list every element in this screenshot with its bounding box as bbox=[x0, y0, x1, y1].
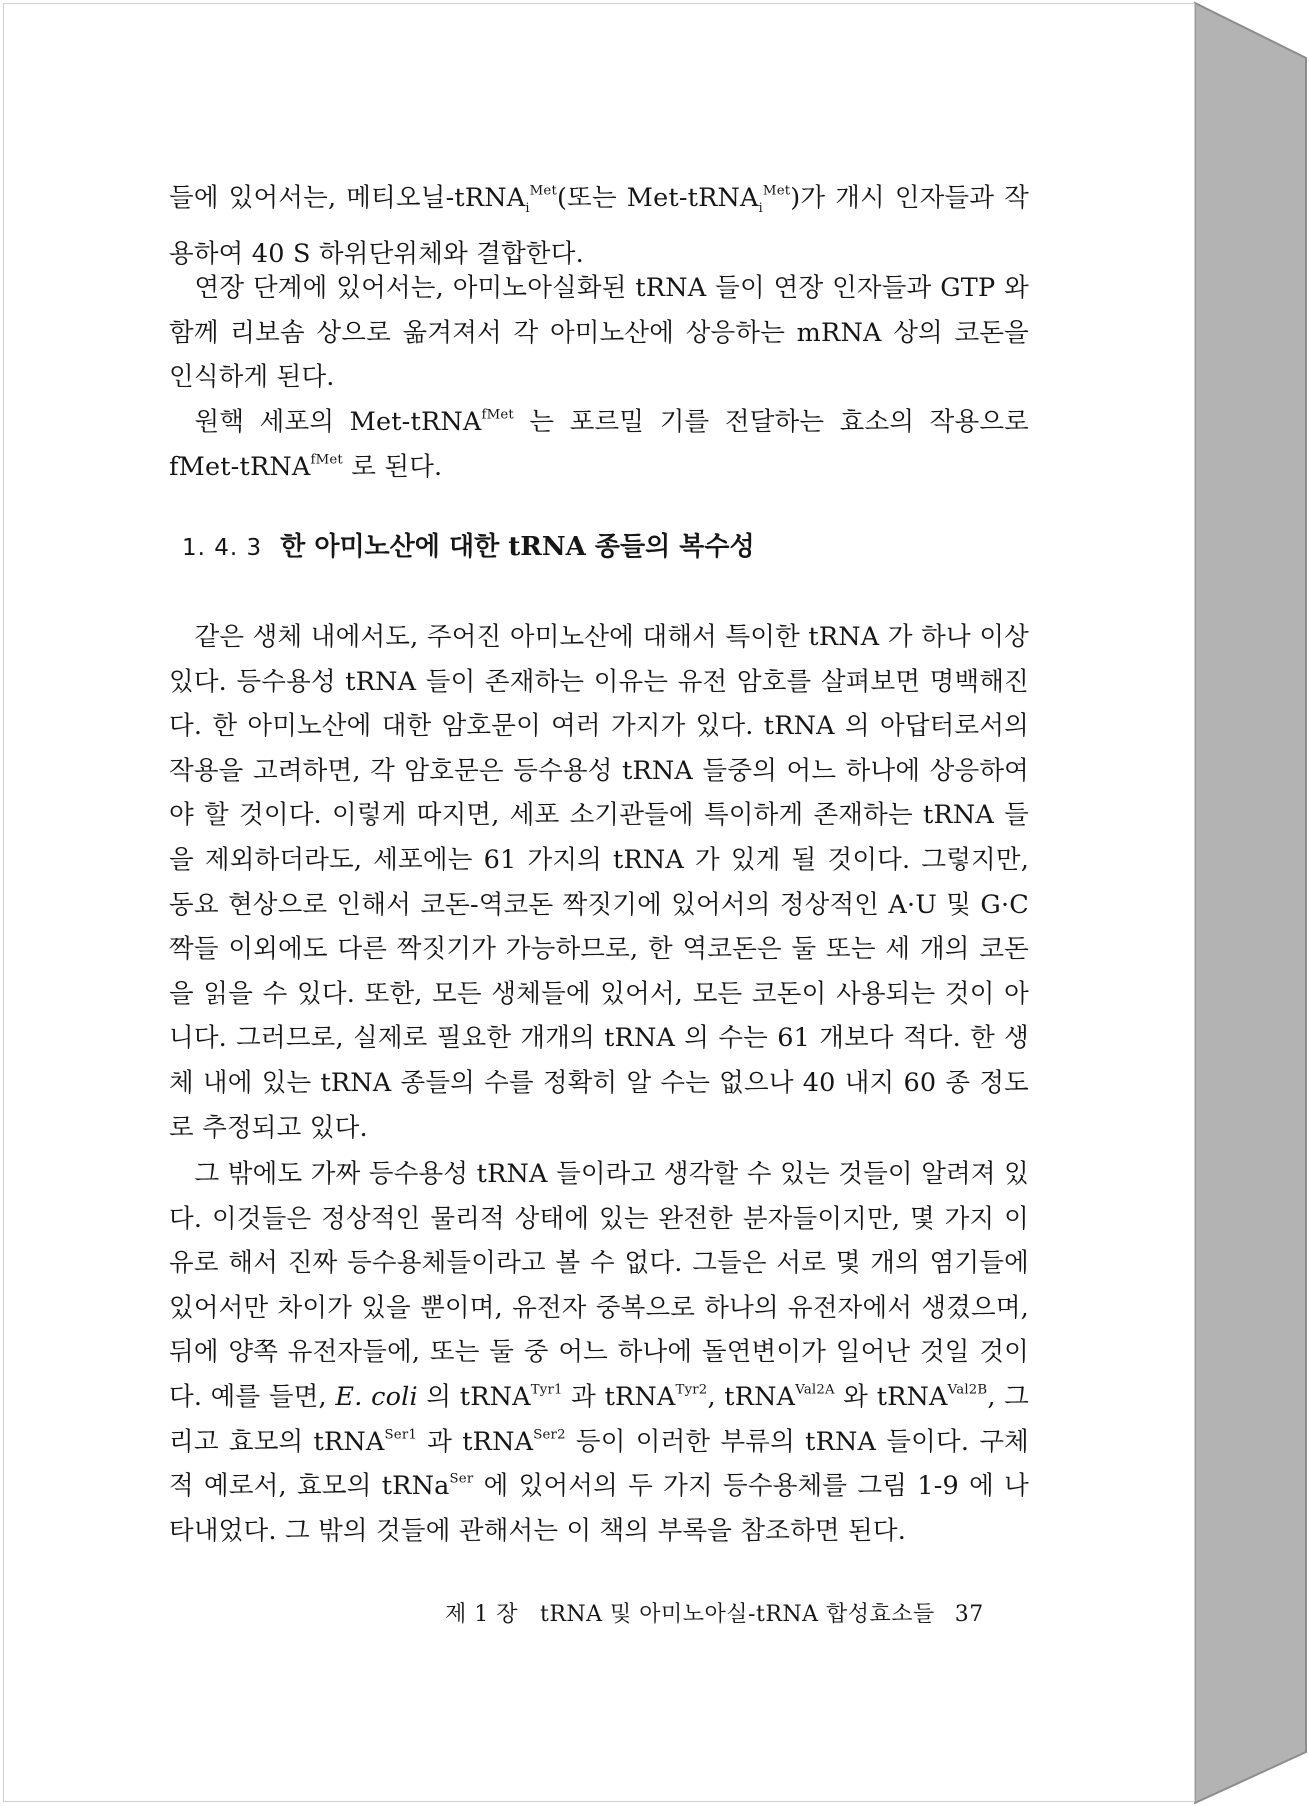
paragraph-elongation: 연장 단계에 있어서는, 아미노아실화된 tRNA 들이 연장 인자들과 GTP 와 함께 리보솜 상으로 옮겨져서 각 아미노산에 상응하는 mRNA 상의 코돈을 인식하게 된다. bbox=[169, 273, 1029, 393]
paragraph-pseudo-isoacceptors: 그 밖에도 가짜 등수용성 tRNA 들이라고 생각할 수 있는 것들이 알려져 있다. 이것들은 정상적인 물리적 상태에 있는 완전한 분자들이지만, 몇 가지 이유로 해서 진짜 등수용체들이라고 볼 수 없다. 그들은 서로 몇 개의 염기들에 있어서만 차이가 있을 뿐이며, 유전자 중복으로 하나의 유전자에서 생겼으며, 뒤에 양쪽 유전자들에, 또는 둘 중 어느 하나에 돌연변이가 일어난 것일 것이다. 예를 들면, E. coli 의 tRNA$^{Tyr1}$ 과 tRNA$^{Tyr2}$, tRNA$^{Val2A}$ 와 tRNA$^{Val2B}$, 그리고 효모의 tRNA$^{Ser1}$ 과 tRNA$^{Ser2}$ 등이 이러한 부류의 tRNA 들이다. 구체적 예로서, 효모의 tRNa$^{Ser}$ 에 있어서의 두 가지 등수용체를 그림 1-9 에 나타내었다. 그 밖의 것들에 관해서는 이 책의 부록을 참조하면 된다. bbox=[169, 1159, 1030, 1546]
section-title: 한 아미노산에 대한 tRNA 종들의 복수성 bbox=[280, 532, 755, 562]
paragraph-prokaryote: 원핵 세포의 Met-tRNA$^{fMet}$ 는 포르밀 기를 전달하는 효소의 작용으로 fMet-tRNA$^{fMet}$ 로 된다. bbox=[169, 407, 1029, 482]
paragraph-isoaccepting-trna: 같은 생체 내에서도, 주어진 아미노산에 대해서 특이한 tRNA 가 하나 이상 있다. 등수용성 tRNA 들이 존재하는 이유는 유전 암호를 살펴보면 명백해진다. 한 아미노산에 대한 암호문이 여러 가지가 있다. tRNA 의 아답터로서의 작용을 고려하면, 각 암호문은 등수용성 tRNA 들중의 어느 하나에 상응하여야 할 것이다. 이렇게 따지면, 세포 소기관들에 특이하게 존재하는 tRNA 들을 제외하더라도, 세포에는 61 가지의 tRNA 가 있게 될 것이다. 그렇지만, 동요 현상으로 인해서 코돈-역코돈 짝짓기에 있어서의 정상적인 A·U 및 G·C 짝들 이외에도 다른 짝짓기가 가능하므로, 한 역코돈은 둘 또는 세 개의 코돈을 읽을 수 있다. 또한, 모든 생체들에 있어서, 모든 코돈이 사용되는 것이 아니다. 그러므로, 실제로 필요한 개개의 tRNA 의 수는 61 개보다 적다. 한 생체 내에 있는 tRNA 종들의 수를 정확히 알 수는 없으나 40 내지 60 종 정도로 추정되고 있다. bbox=[169, 622, 1029, 1143]
book-page bbox=[3, 3, 1195, 1802]
section-number: 1. 4. 3 bbox=[182, 535, 263, 561]
paragraph-initiation: 들에 있어서는, 메티오닐-tRNA$_i^{Met}$(또는 Met-tRNA$_i^{Met}$)가 개시 인자들과 작용하여 40 S 하위단위체와 결합한다. bbox=[169, 183, 1029, 269]
footer-chapter: 제 1 장 bbox=[445, 1602, 518, 1627]
footer-title: tRNA 및 아미노아실-tRNA 합성효소들 bbox=[540, 1602, 935, 1627]
page-number: 37 bbox=[954, 1602, 984, 1627]
running-footer bbox=[445, 1597, 984, 1628]
section-heading bbox=[182, 526, 755, 563]
